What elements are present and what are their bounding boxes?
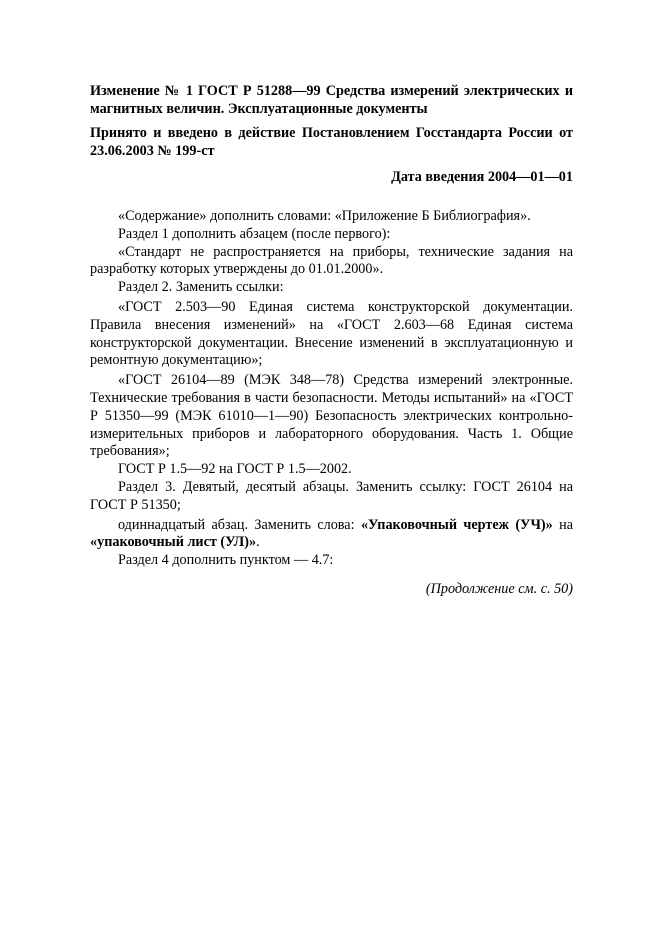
bold-term-new: «упаковочный лист (УЛ)» xyxy=(90,534,257,551)
text-run: . xyxy=(256,534,260,551)
paragraph: «Содержание» дополнить словами: «Приложение Б Библиография». xyxy=(118,208,531,224)
paragraph: «ГОСТ 26104—89 (МЭК 348—78) Средства измерений электронные. Технические требования в части безопасности. Методы испытаний» на «ГОСТ Р 51350—99 (МЭК 61010—1—90) Безопасность электрических контрольно-измерительных приборов и лабораторного оборудования. Часть 1. Общие требования»; xyxy=(90,372,573,460)
bold-term-old: «Упаковочный чертеж (УЧ)» xyxy=(360,516,553,533)
paragraph: Раздел 2. Заменить ссылки: xyxy=(118,279,284,296)
paragraph: Раздел 1 дополнить абзацем (после первого): xyxy=(118,225,391,242)
adoption-statement: Принято и введено в действие Постановлением Госстандарта России от 23.06.2003 № 199-ст xyxy=(90,125,573,159)
amendment-title: Изменение № 1 ГОСТ Р 51288—99 Средства измерений электрических и магнитных величин. Эксплуатационные документы xyxy=(90,83,573,117)
paragraph xyxy=(90,517,573,553)
continuation-note: (Продолжение см. с. 50) xyxy=(425,580,573,597)
paragraph: Раздел 3. Девятый, десятый абзацы. Заменить ссылку: ГОСТ 26104 на ГОСТ Р 51350; xyxy=(90,478,573,513)
text-run: на xyxy=(552,516,574,533)
paragraph: Раздел 4 дополнить пунктом — 4.7: xyxy=(118,552,334,569)
paragraph: «ГОСТ 2.503—90 Единая система конструкторской документации. Правила внесения изменений» на «ГОСТ 2.603—68 Единая система конструкторской документации. Внесение изменений в эксплуатационную и ремонтную документацию»; xyxy=(90,298,573,369)
amendment-body xyxy=(90,208,573,570)
paragraph: ГОСТ Р 1.5—92 на ГОСТ Р 1.5—2002. xyxy=(118,461,352,478)
introduction-date: Дата введения 2004—01—01 xyxy=(391,169,573,185)
header-block xyxy=(90,82,573,160)
document-page xyxy=(90,82,573,598)
text-run: одиннадцатый абзац. Заменить слова: xyxy=(118,516,361,533)
paragraph: «Стандарт не распространяется на приборы, технические задания на разработку которых утверждены до 01.01.2000». xyxy=(90,243,573,278)
